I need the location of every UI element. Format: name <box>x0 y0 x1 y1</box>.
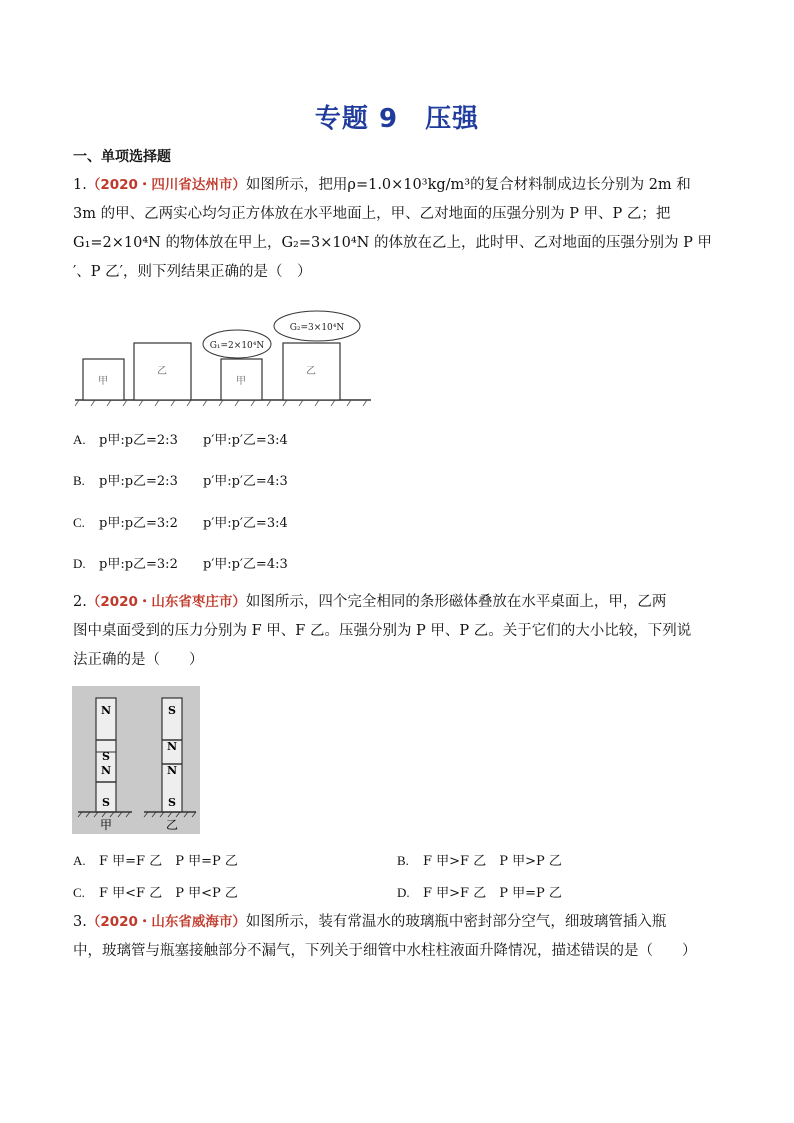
option-right: p′甲:p′乙=4:3 <box>203 557 288 572</box>
section-heading: 一、单项选择题 <box>73 149 171 165</box>
block-yi-2-label: 乙 <box>306 366 316 377</box>
option-text: F 甲>F 乙 P 甲=P 乙 <box>423 886 562 901</box>
left-pole-3: N <box>100 764 112 777</box>
right-pole-1: S <box>168 704 176 717</box>
option-left: p甲:p乙=3:2 <box>99 557 178 572</box>
right-pole-3: N <box>166 764 178 777</box>
option-label: D. <box>397 885 410 900</box>
q1-line-4: ′、P 乙′，则下列结果正确的是（ ） <box>73 264 312 280</box>
option-right: p′甲:p′乙=3:4 <box>203 433 288 448</box>
page-title: 专题 9 压强 <box>314 104 480 134</box>
bubble-g2-text: G₂=3×10⁴N <box>289 323 345 333</box>
left-pole-2: S <box>102 750 110 763</box>
q1-option-a[interactable] <box>73 429 288 448</box>
left-pole-4: S <box>102 796 110 809</box>
q2-option-b[interactable] <box>397 850 562 869</box>
q2-text-1: 如图所示，四个完全相同的条形磁体叠放在水平桌面上，甲，乙两 <box>245 594 667 610</box>
q2-number: 2. <box>73 594 87 610</box>
option-label: C. <box>73 515 85 530</box>
label-jia: 甲 <box>99 818 113 832</box>
question-1 <box>73 171 723 287</box>
block-jia-2-label: 甲 <box>236 376 246 387</box>
option-text: F 甲>F 乙 P 甲>P 乙 <box>423 854 562 869</box>
option-label: D. <box>73 556 86 571</box>
q2-figure-svg <box>72 686 200 834</box>
ground-hatch <box>75 400 367 406</box>
option-text: F 甲<F 乙 P 甲<P 乙 <box>99 886 238 901</box>
right-pole-2: N <box>166 740 178 753</box>
q1-option-c[interactable] <box>73 512 288 531</box>
q2-option-a[interactable] <box>73 850 238 869</box>
bubble-g1-text: G₁=2×10⁴N <box>209 341 265 351</box>
q3-text-1: 如图所示，装有常温水的玻璃瓶中密封部分空气，细玻璃管插入瓶 <box>245 914 667 930</box>
left-pole-1: N <box>100 704 112 717</box>
q1-line-2: 3m 的甲、乙两实心均匀正方体放在水平地面上，甲、乙对地面的压强分别为 P 甲、P 乙；把 <box>73 206 671 222</box>
q2-line-2: 图中桌面受到的压力分别为 F 甲、F 乙。压强分别为 P 甲、P 乙。关于它们的大小比较，下列说 <box>73 623 692 639</box>
q3-line-2: 中，玻璃管与瓶塞接触部分不漏气，下列关于细管中水柱柱液面升降情况，描述错误的是（ ） <box>73 943 697 959</box>
block-yi-1-label: 乙 <box>157 366 167 377</box>
q2-option-c[interactable] <box>73 882 238 901</box>
question-2 <box>73 588 723 675</box>
option-left: p甲:p乙=2:3 <box>99 433 178 448</box>
option-label: C. <box>73 885 85 900</box>
q3-line-1 <box>73 908 723 937</box>
option-label: B. <box>397 853 409 868</box>
option-right: p′甲:p′乙=4:3 <box>203 474 288 489</box>
q1-figure <box>73 306 373 410</box>
question-3 <box>73 908 723 966</box>
q1-source: （2020・四川省达州市） <box>86 177 246 193</box>
q1-line-3: G₁=2×10⁴N 的物体放在甲上，G₂=3×10⁴N 的体放在乙上，此时甲、乙对地面的压强分别为 P 甲 <box>73 235 712 251</box>
q3-source: （2020・山东省威海市） <box>86 914 246 930</box>
option-label: B. <box>73 473 85 488</box>
q2-line-1 <box>73 588 723 617</box>
right-pole-4: S <box>168 796 176 809</box>
option-text: F 甲=F 乙 P 甲=P 乙 <box>99 854 238 869</box>
q2-line-3: 法正确的是（ ） <box>73 652 204 668</box>
option-label: A. <box>73 432 86 447</box>
q1-number: 1. <box>73 177 87 193</box>
q3-number: 3. <box>73 914 87 930</box>
q1-option-d[interactable] <box>73 553 288 572</box>
block-jia-1-label: 甲 <box>98 376 108 387</box>
option-left: p甲:p乙=3:2 <box>99 516 178 531</box>
q1-text-1: 如图所示，把用ρ=1.0×10³kg/m³的复合材料制成边长分别为 2m 和 <box>245 177 691 193</box>
option-label: A. <box>73 853 86 868</box>
q1-option-b[interactable] <box>73 470 288 489</box>
label-yi: 乙 <box>165 818 179 832</box>
q2-figure <box>72 686 200 834</box>
q2-source: （2020・山东省枣庄市） <box>86 594 246 610</box>
q2-option-d[interactable] <box>397 882 562 901</box>
option-left: p甲:p乙=2:3 <box>99 474 178 489</box>
q1-line-1 <box>73 171 723 200</box>
option-right: p′甲:p′乙=3:4 <box>203 516 288 531</box>
